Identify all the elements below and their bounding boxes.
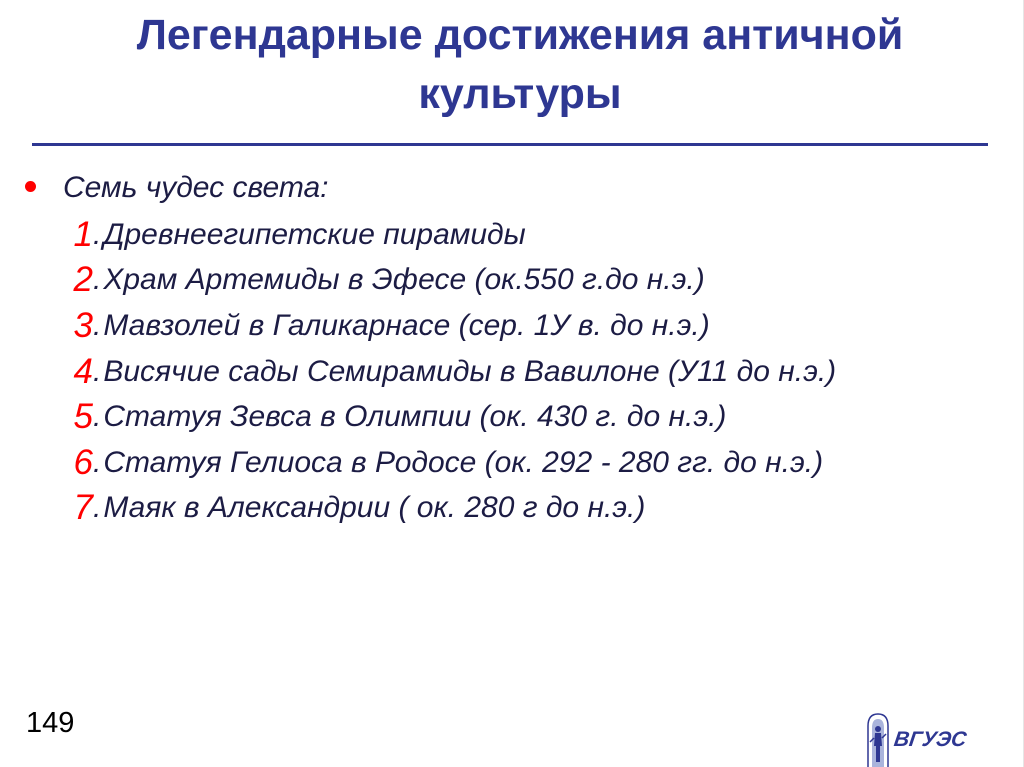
bullet-dot-icon: [25, 181, 36, 192]
title-divider: [32, 143, 988, 146]
wonder-number: 4: [73, 351, 93, 391]
vguies-logo: [858, 712, 998, 767]
wonder-item-2: 2 . Храм Артемиды в Эфесе (ок.550 г.до н.э.): [55, 258, 836, 304]
wonders-list: [55, 212, 836, 531]
wonder-text: Маяк в Александрии ( ок. 280 г до н.э.): [103, 491, 646, 525]
wonder-number: 5: [73, 397, 93, 437]
wonder-text: Висячие сады Семирамиды в Вавилоне (У11 до н.э.): [103, 354, 837, 388]
wonder-item-7: 7 . Маяк в Александрии ( ок. 280 г до н.э.): [55, 486, 836, 532]
wonder-item-6: 6 . Статуя Гелиоса в Родосе (ок. 292 - 280 гг. до н.э.): [55, 440, 836, 486]
logo-text: ВГУЭС: [892, 728, 968, 751]
wonder-number: 2: [73, 260, 93, 300]
slide-title: Легендарные достижения античной культуры: [136, 11, 904, 118]
wonder-text: Статуя Гелиоса в Родосе (ок. 292 - 280 гг. до н.э.): [103, 445, 824, 479]
wonder-item-5: 5 . Статуя Зевса в Олимпии (ок. 430 г. до н.э.): [55, 394, 836, 440]
wonder-item-1: 1 . Древнеегипетские пирамиды: [55, 212, 836, 258]
wonder-item-3: 3 . Мавзолей в Галикарнасе (сер. 1У в. до н.э.): [55, 303, 836, 349]
wonder-text: Храм Артемиды в Эфесе (ок.550 г.до н.э.): [103, 263, 705, 297]
wonder-text: Мавзолей в Галикарнасе (сер. 1У в. до н.э.): [103, 308, 710, 342]
wonder-number: 1: [73, 214, 93, 254]
page-number: 149: [26, 707, 75, 739]
wonder-number: 7: [73, 488, 93, 528]
wonder-number: 3: [73, 305, 93, 345]
wonder-item-4: 4 . Висячие сады Семирамиды в Вавилоне (У11 до н.э.): [55, 349, 836, 395]
wonder-text: Статуя Зевса в Олимпии (ок. 430 г. до н.э.): [103, 400, 727, 434]
wonder-text: Древнеегипетские пирамиды: [103, 217, 526, 251]
wonder-number: 6: [73, 442, 93, 482]
bullet-text: Семь чудес света:: [63, 171, 329, 204]
bullet-item: [25, 168, 329, 208]
